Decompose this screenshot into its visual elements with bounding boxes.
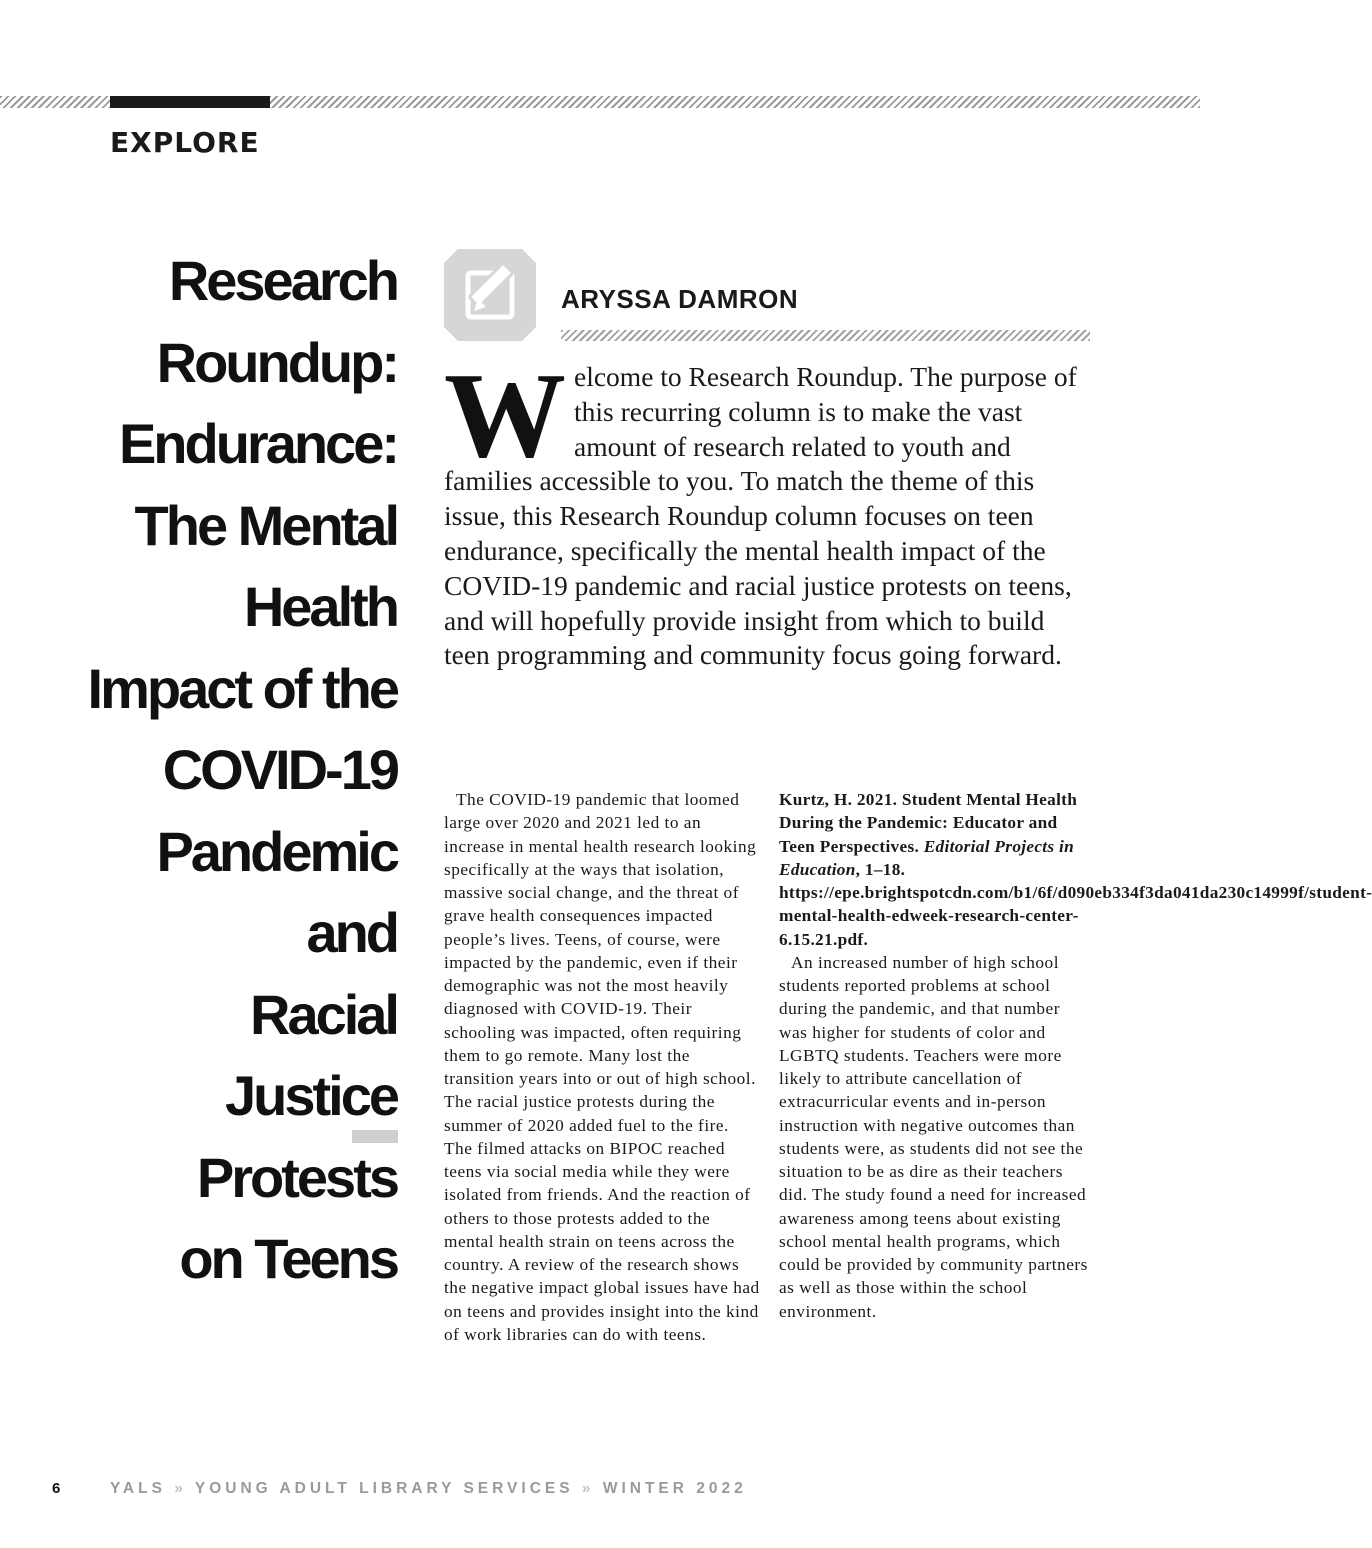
running-footer [110,1480,747,1498]
citation-details: , 1–18. https://epe.brightspotcdn.com/b1/6f/d090eb334f3da041da230c14999f/student-mental-health-edweek-research-center-6.15.21.pdf. [779,859,1372,949]
title-line: Impact of the [87,656,397,720]
section-label: EXPLORE [110,126,260,159]
pencil-edit-icon [444,249,536,341]
citation-journal: Editorial Projects in Education [779,836,1075,879]
title-line: Roundup: [156,330,397,394]
body-paragraph: The COVID-19 pandemic that loomed large over 2020 and 2021 led to an increase in mental health research looking specifically at the ways that isolation, massive social change, and the threat of grave health consequences impacted people’s lives. Teens, of course, were impacted by the pandemic, even if their demographic was not the most heavily diagnosed with COVID-19. Their schooling was impacted, often requiring them to go remote. Many lost the transition years into or out of high school. The racial justice protests during the summer of 2020 added fuel to the fire. The filmed attacks on BIPOC reached teens via social media while they were isolated from friends. And the reaction of others to those protests added to the mental health strain on teens across the country. A review of the research shows the negative impact global issues have had on teens and provides insight into the kind of work libraries can do with teens. [444,790,760,1344]
title-line: Endurance: [118,412,397,475]
title-line: on Teens [179,1227,397,1290]
footer-full-name: YOUNG ADULT LIBRARY SERVICES [194,1480,574,1497]
body-column-right [779,788,1372,1323]
title-line: COVID-19 [162,738,397,801]
author-name: ARYSSA DAMRON [561,284,799,314]
title-line: Racial Justice [225,982,397,1127]
page-number: 6 [52,1480,61,1497]
article-title [67,240,397,1300]
title-line: Health [243,575,397,638]
title-line: Pandemic and [156,819,397,964]
drop-cap: W [444,348,566,483]
intro-paragraph [444,348,1094,673]
title-end-bar [352,1130,398,1143]
footer-issue: WINTER 2022 [602,1480,747,1497]
footer-separator: » [174,1480,187,1497]
footer-separator: » [581,1480,595,1497]
body-column-left [444,788,760,1346]
title-line: The Mental [134,493,397,557]
citation [779,788,1372,951]
title-line: Research [168,249,397,312]
footer-publication: YALS [110,1480,166,1497]
header-accent-block [110,96,270,108]
title-line: Protests [196,1145,397,1209]
citation-title: Kurtz, H. 2021. Student Mental Health During the Pandemic: Educator and Teen Perspectives. [779,790,1078,856]
author-hatch-rule [561,330,1090,341]
body-paragraph: An increased number of high school students reported problems at school during the pandemic, and that number was higher for students of color and LGBTQ students. Teachers were more likely to attribute cancellation of extracurricular events and in-person instruction with negative outcomes than students were, as students did not see the situation to be as dire as their teachers did. The study found a need for increased awareness among teens about existing school mental health programs, which could be provided by community partners as well as those within the school environment. [779,952,1088,1321]
intro-text: elcome to Research Roundup. The purpose of this recurring column is to make the vast amount of research related to youth and families accessible to you. To match the theme of this issue, this Research Roundup column focuses on teen endurance, specifically the mental health impact of the COVID-19 pandemic and racial justice protests on teens, and will hopefully provide insight from which to build teen programming and community focus going forward. [444,361,1077,671]
